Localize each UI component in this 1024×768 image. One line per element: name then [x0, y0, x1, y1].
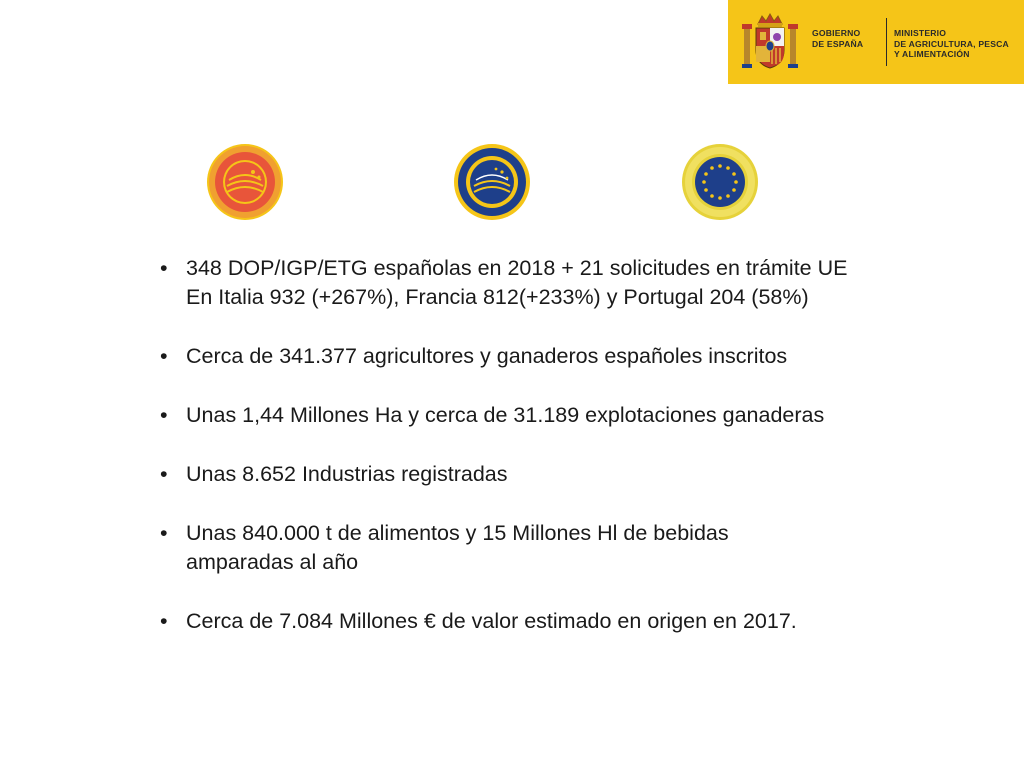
- bullet-text: 348 DOP/IGP/ETG españolas en 2018 + 21 solicitudes en trámite UE: [186, 256, 848, 280]
- bullet-dot: •: [160, 521, 168, 545]
- bullet-text: Cerca de 7.084 Millones € de valor estimado en origen en 2017.: [186, 609, 797, 633]
- bullet-item: [160, 460, 920, 489]
- gobierno-line-2: DE ESPAÑA: [812, 38, 864, 49]
- bullet-item: [160, 342, 920, 371]
- etg-seal-icon: [680, 142, 760, 222]
- bullet-list: [160, 254, 920, 666]
- government-banner: [728, 0, 1024, 84]
- bullet-text: amparadas al año: [186, 550, 359, 574]
- ministerio-label: [894, 28, 1009, 60]
- bullet-text: Unas 8.652 Industrias registradas: [186, 462, 508, 486]
- bullet-text: Unas 1,44 Millones Ha y cerca de 31.189 explotaciones ganaderas: [186, 403, 825, 427]
- coat-of-arms-icon: [738, 10, 802, 74]
- bullet-item: [160, 254, 920, 312]
- bullet-item: [160, 607, 920, 636]
- bullet-dot: •: [160, 462, 168, 486]
- bullet-dot: •: [160, 344, 168, 368]
- igp-seal-icon: [452, 142, 532, 222]
- bullet-text: En Italia 932 (+267%), Francia 812(+233%) y Portugal 204 (58%): [186, 285, 809, 309]
- banner-divider: [886, 18, 887, 66]
- gobierno-line-1: GOBIERNO: [812, 28, 861, 38]
- bullet-dot: •: [160, 256, 168, 280]
- bullet-text: Cerca de 341.377 agricultores y ganaderos españoles inscritos: [186, 344, 788, 368]
- bullet-item: [160, 519, 920, 577]
- ministerio-line-2: DE AGRICULTURA, PESCA: [894, 38, 1009, 49]
- ministerio-line-1: MINISTERIO: [894, 28, 947, 38]
- dop-seal-icon: [205, 142, 285, 222]
- gobierno-de-espana-label: [812, 28, 863, 49]
- bullet-dot: •: [160, 609, 168, 633]
- bullet-text: Unas 840.000 t de alimentos y 15 Millones Hl de bebidas: [186, 521, 729, 545]
- ministerio-line-3: Y ALIMENTACIÓN: [894, 49, 970, 59]
- bullet-item: [160, 401, 920, 430]
- bullet-dot: •: [160, 403, 168, 427]
